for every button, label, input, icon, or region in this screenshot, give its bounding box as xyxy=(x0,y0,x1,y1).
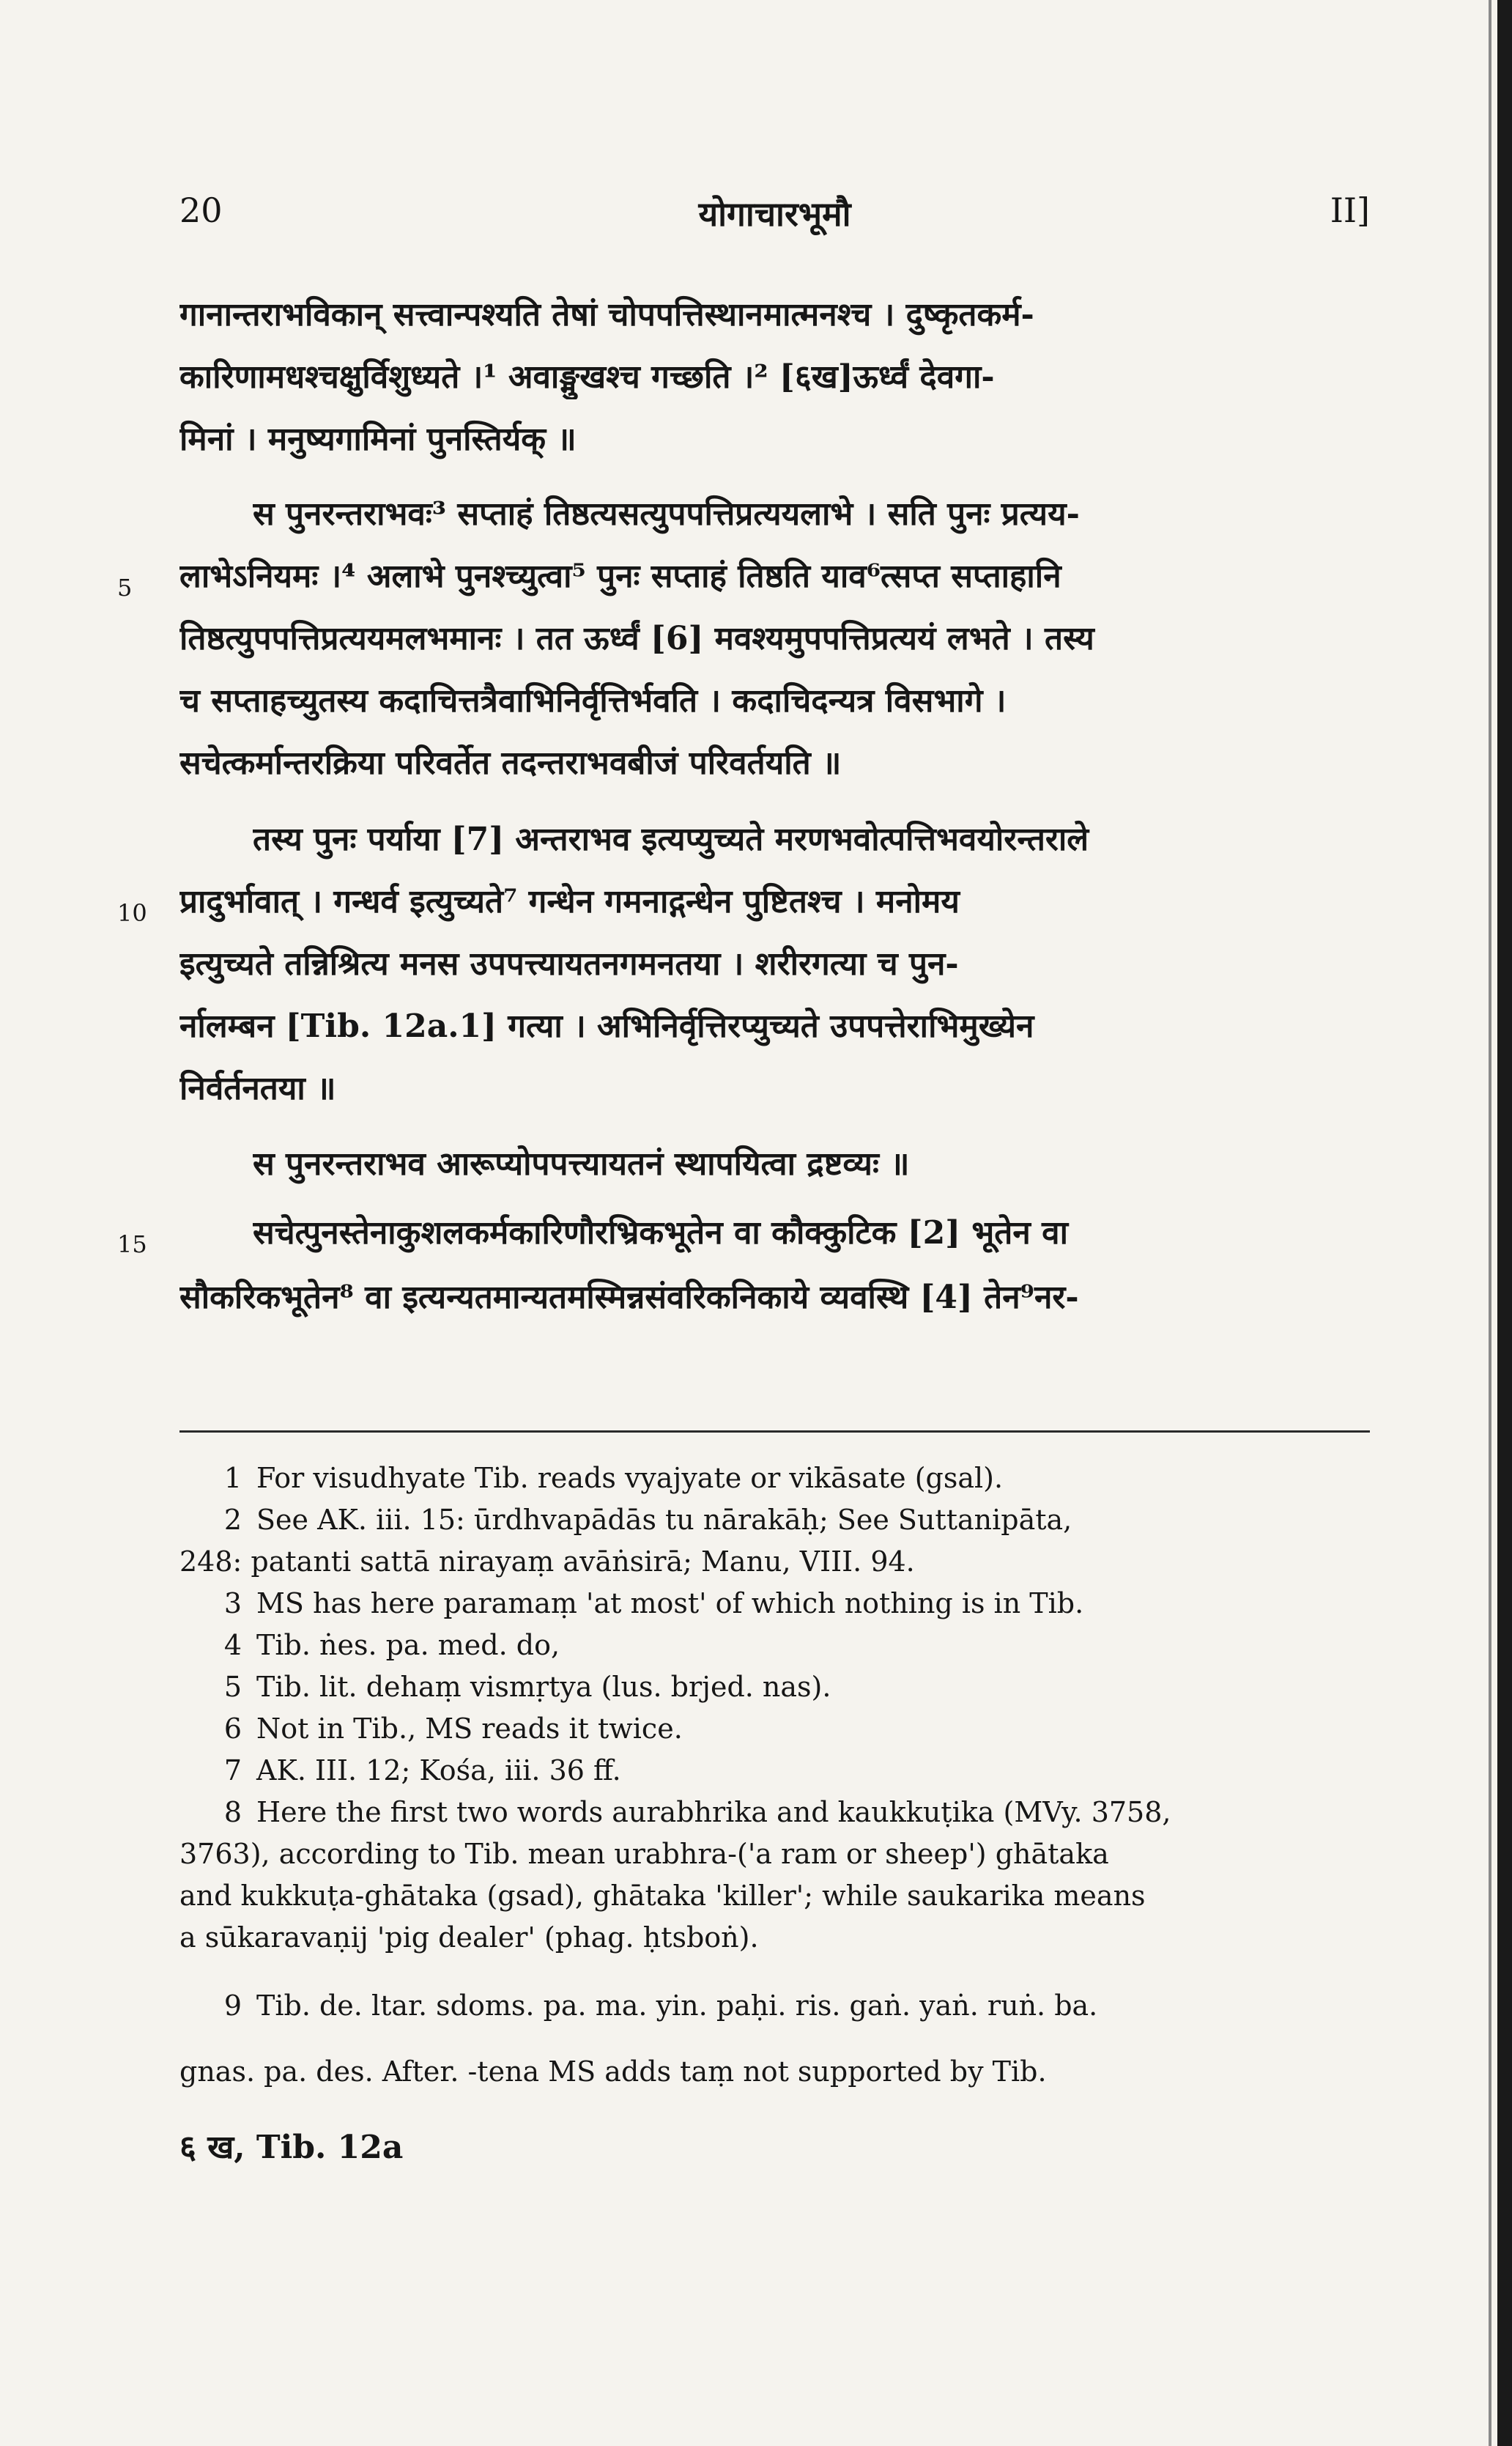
text-line: तिष्ठत्युपपत्तिप्रत्ययमलभमानः । तत ऊर्ध्वं [6] मवश्यमुपपत्तिप्रत्ययं लभते । तस्य xyxy=(179,620,1094,657)
footnote-text: AK. III. 12; Kośa, iii. 36 ff. xyxy=(256,1754,621,1787)
footnote xyxy=(179,1876,1370,1916)
line-number: 5 xyxy=(117,574,133,602)
footnote xyxy=(179,1792,1370,1833)
footnote xyxy=(179,1625,1370,1666)
footnote-number: 1 xyxy=(223,1462,242,1494)
text-line: सौकरिकभूतेन⁸ वा इत्यन्यतमान्यतमस्मिन्नसंवरिकनिकाये व्यवस्थि [4] तेन⁹नर- xyxy=(179,1279,1079,1316)
text-line: कारिणामधश्चक्षुर्विशुध्यते ।¹ अवाङ्मुखश्च गच्छति ।² [६ख]ऊर्ध्वं देवगा- xyxy=(179,358,995,396)
footnote-text: gnas. pa. des. After. -tena MS adds taṃ not supported by Tib. xyxy=(179,2055,1047,2088)
footnote-text: Tib. lit. dehaṃ vismṛtya (lus. brjed. nas). xyxy=(256,1671,831,1703)
text-line: र्नालम्बन [Tib. 12a.1] गत्या । अभिनिर्वृत्तिरप्युच्यते उपपत्तेराभिमुख्येन xyxy=(179,1008,1034,1045)
folio-reference: ६ ख, Tib. 12a xyxy=(179,2129,404,2166)
footnote-text: and kukkuṭa-ghātaka (gsad), ghātaka 'killer'; while saukarika means xyxy=(179,1880,1146,1912)
footnote xyxy=(179,1834,1370,1874)
footnote xyxy=(179,2052,1370,2092)
footnote-text: Tib. de. ltar. sdoms. pa. ma. yin. paḥi. ris. gaṅ. yaṅ. ruṅ. ba. xyxy=(256,1989,1098,2022)
footnote-text: MS has here paramaṃ 'at most' of which nothing is in Tib. xyxy=(256,1587,1084,1619)
text-line: स पुनरन्तराभवः³ सप्ताहं तिष्ठत्यसत्युपपत्तिप्रत्ययलाभे । सति पुनः प्रत्यय- xyxy=(253,495,1080,533)
footnote-number: 7 xyxy=(223,1754,242,1787)
footnote-number: 5 xyxy=(223,1671,242,1703)
footnote-text: See AK. iii. 15: ūrdhvapādās tu nārakāḥ; See Suttanipāta, xyxy=(256,1504,1072,1536)
footnote-text: Here the first two words aurabhrika and kaukkuṭika (MVy. 3758, xyxy=(256,1796,1171,1828)
line-number: 10 xyxy=(117,899,147,927)
text-line: इत्युच्यते तन्निश्रित्य मनस उपपत्त्यायतनगमनतया । शरीरगत्या च पुन- xyxy=(179,945,959,983)
text-line: सचेत्पुनस्तेनाकुशलकर्मकारिणौरभ्रिकभूतेन वा कौक्कुटिक [2] भूतेन वा xyxy=(253,1214,1068,1252)
footnote-number: 2 xyxy=(223,1504,242,1536)
text-line: गानान्तराभविकान् सत्त्वान्पश्यति तेषां चोपपत्तिस्थानमात्मनश्च । दुष्कृतकर्म- xyxy=(179,296,1034,333)
footnote xyxy=(179,1458,1370,1499)
text-line: स पुनरन्तराभव आरूप्योपपत्त्यायतनं स्थापयित्वा द्रष्टव्यः ॥ xyxy=(253,1145,910,1183)
footnote xyxy=(179,1751,1370,1791)
footnote-text: 3763), according to Tib. mean urabhra-('a ram or sheep') ghātaka xyxy=(179,1838,1109,1870)
section-marker: II] xyxy=(1330,191,1370,230)
footnote-text: a sūkaravaṇij 'pig dealer' (phag. ḥtsboṅ). xyxy=(179,1921,759,1954)
footnote xyxy=(179,1986,1370,2026)
footnote-number: 3 xyxy=(223,1587,242,1619)
footnote-text: Tib. ṅes. pa. med. do, xyxy=(256,1629,560,1661)
footnote-number: 6 xyxy=(223,1712,242,1745)
text-line: च सप्ताहच्युतस्य कदाचित्तत्रैवाभिनिर्वृत्तिर्भवति । कदाचिदन्यत्र विसभागे । xyxy=(179,682,1007,720)
footnote xyxy=(179,1542,1370,1582)
footnote-text: Not in Tib., MS reads it twice. xyxy=(256,1712,683,1745)
footnote-rule xyxy=(179,1430,1370,1433)
line-number: 15 xyxy=(117,1230,147,1258)
running-title: योगाचारभूमौ xyxy=(698,194,851,234)
footnote-number: 8 xyxy=(223,1796,242,1828)
footnote xyxy=(179,1500,1370,1540)
text-line: निर्वर्तनतया ॥ xyxy=(179,1070,336,1107)
text-line: प्रादुर्भावात् । गन्धर्व इत्युच्यते⁷ गन्धेन गमनाद्गन्धेन पुष्टितश्च । मनोमय xyxy=(179,883,960,920)
text-line: मिनां । मनुष्यगामिनां पुनस्तिर्यक् ॥ xyxy=(179,421,577,458)
scan-edge xyxy=(1497,0,1512,2446)
footnote-text: 248: patanti sattā nirayaṃ avāṅsirā; Manu, VIII. 94. xyxy=(179,1545,915,1578)
footnote-number: 9 xyxy=(223,1989,242,2022)
footnote xyxy=(179,1709,1370,1749)
text-line: लाभेऽनियमः ।⁴ अलाभे पुनश्च्युत्वा⁵ पुनः सप्ताहं तिष्ठति याव⁶त्सप्त सप्ताहानि xyxy=(179,558,1061,595)
page-number: 20 xyxy=(179,191,223,230)
footnote-number: 4 xyxy=(223,1629,242,1661)
footnote-text: For visudhyate Tib. reads vyajyate or vikāsate (gsal). xyxy=(256,1462,1004,1494)
footnote xyxy=(179,1584,1370,1624)
running-header xyxy=(179,191,1370,242)
text-line: तस्य पुनः पर्याया [7] अन्तराभव इत्यप्युच्यते मरणभवोत्पत्तिभवयोरन्तराले xyxy=(253,821,1089,858)
footnote xyxy=(179,1667,1370,1707)
footnote xyxy=(179,1918,1370,1958)
text-line: सचेत्कर्मान्तरक्रिया परिवर्तेत तदन्तराभवबीजं परिवर्तयति ॥ xyxy=(179,744,842,782)
scan-edge-line xyxy=(1489,0,1491,2446)
